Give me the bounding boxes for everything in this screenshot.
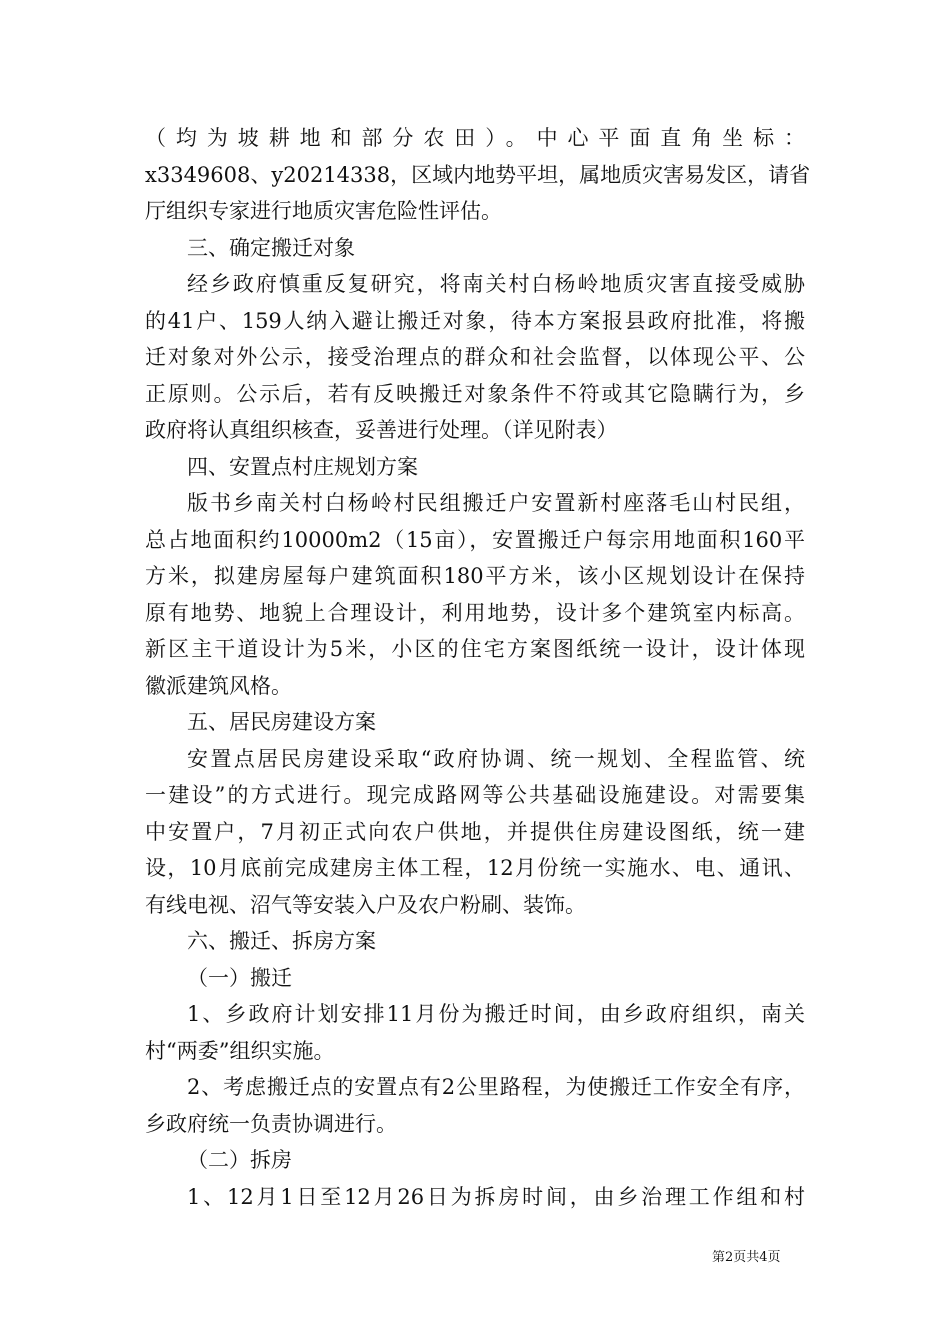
paragraph-line: 一建设”的方式进行。现完成路网等公共基础设施建设。对需要集 [145, 783, 805, 807]
paragraph-line: 中安置户，7月初正式向农户供地，并提供住房建设图纸，统一建 [145, 819, 805, 844]
paragraph-line: 政府将认真组织核查，妥善进行处理。（详见附表） [145, 418, 618, 442]
paragraph-line: 原有地势、地貌上合理设计，利用地势，设计多个建筑室内标高。 [145, 600, 805, 625]
section-heading: 四、安置点村庄规划方案 [187, 454, 418, 479]
paragraph-line: 有线电视、沼气等安装入户及农户粉刷、装饰。 [145, 892, 586, 917]
subsection-heading: （一）搬迁 [187, 965, 292, 990]
paragraph-line: 1、12月1日至12月26日为拆房时间，由乡治理工作组和村 [187, 1184, 805, 1209]
paragraph-line: 安置点居民房建设采取“政府协调、统一规划、全程监管、统 [187, 746, 805, 771]
paragraph-line: 设，10月底前完成建房主体工程，12月份统一实施水、电、通讯、 [145, 856, 805, 880]
paragraph-line: 村“两委”组织实施。 [145, 1038, 335, 1063]
paragraph-line: 1、乡政府计划安排11月份为搬迁时间，由乡政府组织，南关 [187, 1002, 805, 1026]
section-heading: 五、居民房建设方案 [187, 710, 376, 734]
paragraph-line: x3349608、y20214338，区域内地势平坦，属地质灾害易发区，请省 [145, 162, 811, 187]
paragraph-line: 迁对象对外公示，接受治理点的群众和社会监督，以体现公平、公 [145, 345, 805, 369]
paragraph-line: 经乡政府慎重反复研究，将南关村白杨岭地质灾害直接受威胁 [187, 272, 805, 296]
paragraph-line: 2、考虑搬迁点的安置点有2公里路程，为使搬迁工作安全有序， [187, 1075, 805, 1099]
paragraph-line: 版书乡南关村白杨岭村民组搬迁户安置新村座落毛山村民组， [187, 491, 805, 515]
paragraph-line: 新区主干道设计为5米，小区的住宅方案图纸统一设计，设计体现 [145, 637, 805, 661]
paragraph-line: （均为坡耕地和部分农田）。中心平面直角坐标： [145, 126, 805, 150]
subsection-heading: （二）拆房 [187, 1148, 292, 1172]
document-body [145, 120, 811, 1215]
paragraph-line: 乡政府统一负责协调进行。 [145, 1111, 397, 1136]
paragraph-line: 徽派建筑风格。 [145, 673, 292, 698]
paragraph-line: 方米，拟建房屋每户建筑面积180平方米，该小区规划设计在保持 [145, 564, 805, 588]
paragraph-line: 总占地面积约10000m2（15亩），安置搬迁户每宗用地面积160平 [145, 527, 805, 552]
section-heading: 三、确定搬迁对象 [187, 235, 355, 260]
page-number: 第2页共4页 [712, 1250, 781, 1265]
paragraph-line: 的41户、159人纳入避让搬迁对象，待本方案报县政府批准，将搬 [145, 308, 805, 333]
paragraph-line: 厅组织专家进行地质灾害危险性评估。 [145, 199, 502, 223]
section-heading: 六、搬迁、拆房方案 [187, 929, 376, 953]
paragraph-line: 正原则。公示后，若有反映搬迁对象条件不符或其它隐瞒行为，乡 [145, 381, 805, 406]
